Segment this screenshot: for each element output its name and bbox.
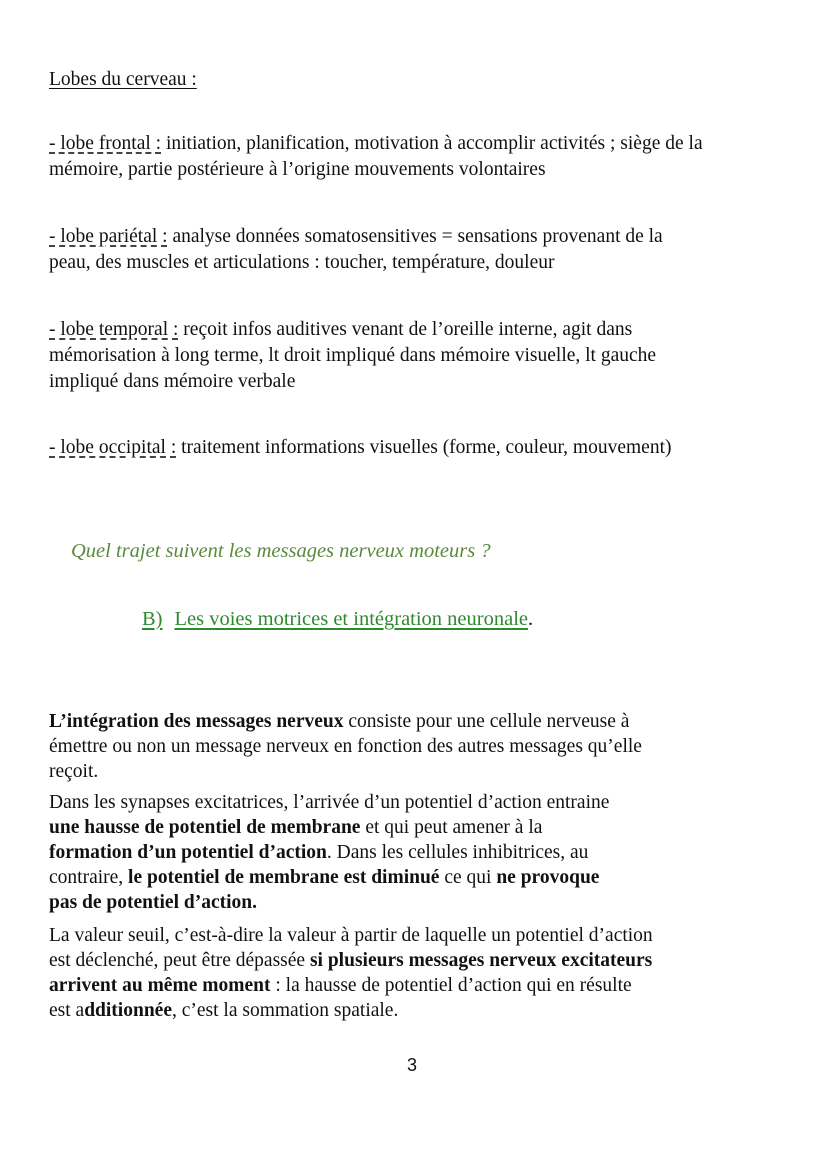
p2-bold-2: formation d’un potentiel d’action (49, 842, 327, 863)
lobe-occipital-line-1 (49, 436, 672, 460)
lobe-temporal-line-1 (49, 318, 632, 342)
lobe-temporal-line-2: mémorisation à long terme, lt droit impliqué dans mémoire visuelle, lt gauche (49, 345, 657, 366)
p1-line-3: reçoit. (49, 761, 99, 782)
p2-text-3: . Dans les cellules inhibitrices, au (326, 842, 589, 863)
p3-bold-3: dditionnée (84, 1000, 172, 1021)
p3-text-4a: est a (49, 1000, 85, 1021)
section-b-title: Les voies motrices et intégration neuronale (174, 608, 529, 630)
question-heading: Quel trajet suivent les messages nerveux moteurs ? (71, 540, 491, 562)
p2-line-3 (49, 841, 588, 865)
p2-line-5: pas de potentiel d’action. (49, 892, 258, 913)
p3-text-4b: , c’est la sommation spatiale. (171, 1000, 399, 1021)
lobe-parietal-label: - lobe pariétal : (49, 226, 168, 247)
p1-line-1 (49, 710, 629, 734)
p2-text-4b: ce qui (439, 867, 497, 888)
section-b-dot: . (528, 608, 534, 630)
lobe-parietal-line-1 (49, 225, 663, 249)
p2-line-1: Dans les synapses excitatrices, l’arrivée d’un potentiel d’action entraine (49, 792, 610, 813)
p3-text-2a: est déclenché, peut être dépassée (49, 950, 310, 971)
lobe-temporal-text: reçoit infos auditives venant de l’oreille interne, agit dans (178, 319, 633, 340)
lobe-frontal-line-2: mémoire, partie postérieure à l’origine mouvements volontaires (49, 159, 546, 180)
lobe-frontal-label: - lobe frontal : (49, 133, 162, 154)
p1-bold: L’intégration des messages nerveux (49, 711, 344, 732)
p3-line-3 (49, 974, 632, 998)
section-b-heading (142, 607, 533, 631)
p3-line-4 (49, 999, 398, 1023)
p2-bold-3: le potentiel de membrane est diminué (128, 867, 440, 888)
lobe-occipital-label: - lobe occipital : (49, 437, 177, 458)
p2-bold-1: une hausse de potentiel de membrane (49, 817, 361, 838)
lobe-parietal-text: analyse données somatosensitives = sensations provenant de la (167, 226, 663, 247)
lobe-parietal-line-2: peau, des muscles et articulations : toucher, température, douleur (49, 252, 555, 273)
p3-text-3: : la hausse de potentiel d’action qui en résulte (270, 975, 632, 996)
p1-line-2: émettre ou non un message nerveux en fonction des autres messages qu’elle (49, 736, 642, 757)
p3-line-2 (49, 949, 652, 973)
section-b-letter: B) (142, 608, 163, 630)
p3-line-1: La valeur seuil, c’est-à-dire la valeur à partir de laquelle un potentiel d’action (49, 925, 653, 946)
p2-text-2: et qui peut amener à la (360, 817, 543, 838)
page-number: 3 (407, 1055, 418, 1075)
p2-text-4a: contraire, (49, 867, 129, 888)
lobe-frontal-text: initiation, planification, motivation à accomplir activités ; siège de la (161, 133, 703, 154)
lobe-frontal-line-1 (49, 132, 703, 156)
p2-line-2 (49, 816, 542, 840)
p2-line-4 (49, 866, 599, 890)
lobe-temporal-label: - lobe temporal : (49, 319, 179, 340)
p2-bold-4: ne provoque (496, 867, 600, 888)
p3-bold-1: si plusieurs messages nerveux excitateurs (309, 950, 653, 971)
lobe-occipital-text: traitement informations visuelles (forme, couleur, mouvement) (176, 437, 672, 458)
p1-text: consiste pour une cellule nerveuse à (343, 711, 630, 732)
p3-bold-2: arrivent au même moment (49, 975, 271, 996)
section-heading: Lobes du cerveau : (49, 69, 197, 90)
lobe-temporal-line-3: impliqué dans mémoire verbale (49, 371, 296, 392)
